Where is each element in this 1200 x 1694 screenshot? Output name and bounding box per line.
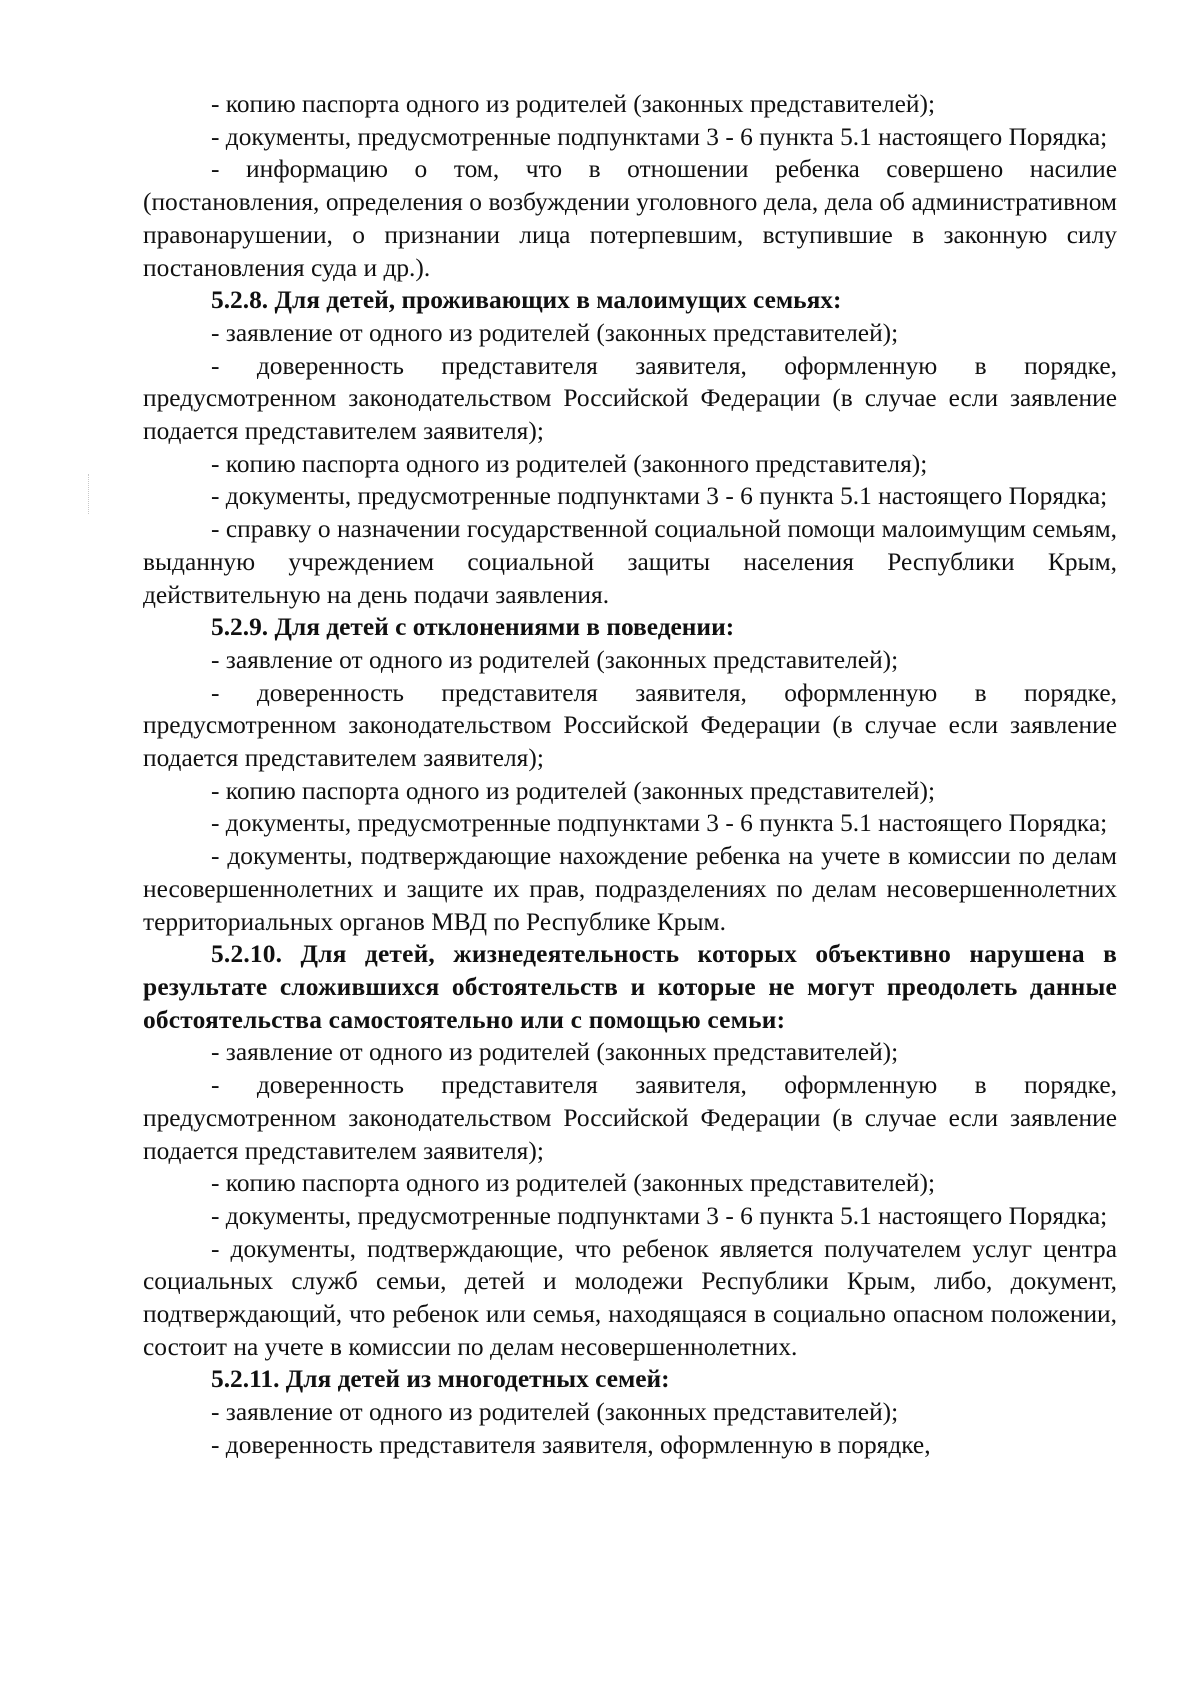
list-item: - документы, предусмотренные подпунктами 3 - 6 пункта 5.1 настоящего Порядка; (211, 122, 1108, 151)
list-item: - доверенность представителя заявителя, оформленную в порядке, предусмотренном законодательством Российской Федерации (в случае если заявление подается представителем заявителя); (143, 678, 1117, 773)
list-item: - доверенность представителя заявителя, оформленную в порядке, (211, 1430, 931, 1459)
list-item: - документы, предусмотренные подпунктами 3 - 6 пункта 5.1 настоящего Порядка; (211, 1201, 1108, 1230)
list-item: - копию паспорта одного из родителей (законных представителей); (211, 1169, 936, 1198)
list-item: - документы, подтверждающие нахождение ребенка на учете в комиссии по делам несовершеннолетних и защите их прав, подразделениях по делам несовершеннолетних территориальных органов МВД по Республике Крым. (143, 842, 1117, 936)
list-item: - информацию о том, что в отношении ребенка совершено насилие (постановления, определения о возбуждении уголовного дела, дела об административном правонарушении, о признании лица потерпевшим, вступившие в законную силу постановления суда и др.). (143, 155, 1117, 282)
section-heading-5-2-8: 5.2.8. Для детей, проживающих в малоимущих семьях: (211, 286, 842, 315)
scan-margin-mark (88, 474, 90, 514)
list-item: - заявление от одного из родителей (законных представителей); (211, 1038, 899, 1067)
section-heading-5-2-9: 5.2.9. Для детей с отклонениями в поведении: (211, 613, 735, 642)
section-heading-5-2-11: 5.2.11. Для детей из многодетных семей: (211, 1365, 670, 1394)
list-item: - документы, предусмотренные подпунктами 3 - 6 пункта 5.1 настоящего Порядка; (211, 809, 1108, 838)
list-item: - копию паспорта одного из родителей (законного представителя); (211, 449, 928, 478)
section-heading-5-2-10: 5.2.10. Для детей, жизнедеятельность которых объективно нарушена в результате сложившихся обстоятельств и которые не могут преодолеть данные обстоятельства самостоятельно или с помощью семьи: (143, 940, 1117, 1034)
list-item: - заявление от одного из родителей (законных представителей); (211, 1398, 899, 1427)
list-item: - документы, предусмотренные подпунктами 3 - 6 пункта 5.1 настоящего Порядка; (211, 482, 1108, 511)
list-item: - заявление от одного из родителей (законных представителей); (211, 318, 899, 347)
list-item: - доверенность представителя заявителя, оформленную в порядке, предусмотренном законодательством Российской Федерации (в случае если заявление подается представителем заявителя); (143, 1071, 1117, 1165)
list-item: - копию паспорта одного из родителей (законных представителей); (211, 776, 936, 805)
document-body (143, 88, 1117, 1462)
list-item: - справку о назначении государственной социальной помощи малоимущим семьям, выданную учреждением социальной защиты населения Республики Крым, действительную на день подачи заявления. (143, 515, 1117, 609)
list-item: - документы, подтверждающие, что ребенок является получателем услуг центра социальных служб семьи, детей и молодежи Республики Крым, либо, документ, подтверждающий, что ребенок или семья, находящаяся в социально опасном положении, состоит на учете в комиссии по делам несовершеннолетних. (143, 1234, 1117, 1361)
list-item: - доверенность представителя заявителя, оформленную в порядке, предусмотренном законодательством Российской Федерации (в случае если заявление подается представителем заявителя); (143, 351, 1117, 446)
list-item: - копию паспорта одного из родителей (законных представителей); (211, 90, 936, 118)
list-item: - заявление от одного из родителей (законных представителей); (211, 645, 899, 674)
